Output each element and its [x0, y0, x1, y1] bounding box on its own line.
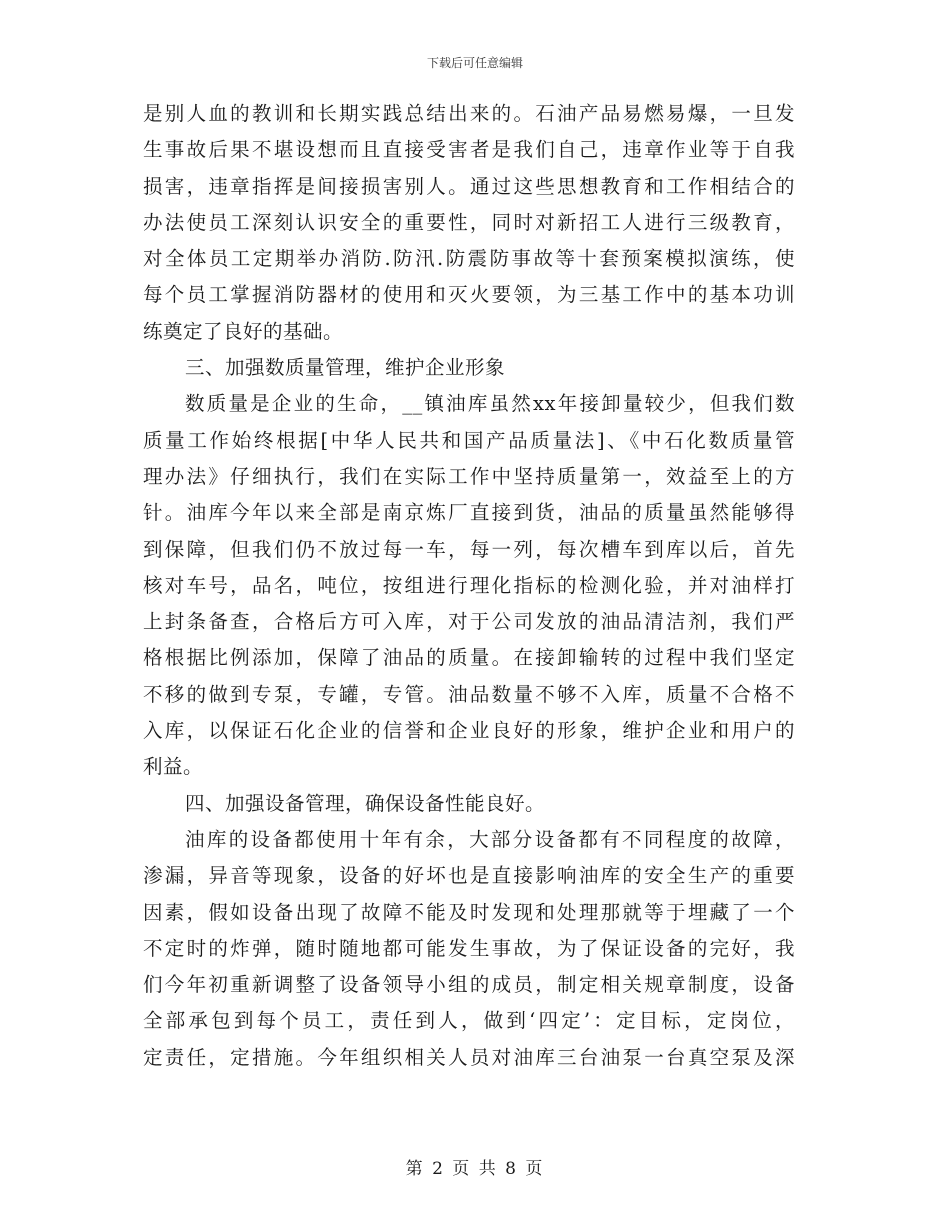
- text-line: 到保障，但我们仍不放过每一车，每一列，每次槽车到库以后，首先: [143, 537, 795, 561]
- text-line: 核对车号，品名，吨位，按组进行理化指标的检测化验，并对油样打: [143, 573, 795, 597]
- text-line: 办法使员工深刻认识安全的重要性，同时对新招工人进行三级教育，: [143, 210, 795, 234]
- text-line: 针。油库今年以来全部是南京炼厂直接到货，油品的质量虽然能够得: [143, 501, 795, 525]
- text-line: 上封条备查，合格后方可入库，对于公司发放的油品清洁剂，我们严: [143, 610, 795, 634]
- text-line: 每个员工掌握消防器材的使用和灭火要领，为三基工作中的基本功训: [143, 283, 795, 307]
- section-heading: 四、加强设备管理，确保设备性能良好。: [185, 791, 546, 815]
- text-line: 理办法》仔细执行，我们在实际工作中坚持质量第一，效益至上的方: [143, 464, 795, 488]
- text-line: 损害，违章指挥是间接损害别人。通过这些思想教育和工作相结合的: [143, 174, 795, 198]
- text-line: 全部承包到每个员工，责任到人，做到‘四定’：定目标，定岗位，: [143, 1009, 795, 1033]
- section-heading: 三、加强数质量管理，维护企业形象: [185, 356, 506, 380]
- text-line: 格根据比例添加，保障了油品的质量。在接卸输转的过程中我们坚定: [143, 646, 795, 670]
- text-line: 不移的做到专泵，专罐，专管。油品数量不够不入库，质量不合格不: [143, 682, 795, 706]
- text-line: 渗漏，异音等现象，设备的好坏也是直接影响油库的安全生产的重要: [143, 864, 795, 888]
- text-line: 们今年初重新调整了设备领导小组的成员，制定相关规章制度，设备: [143, 973, 795, 997]
- text-line: 定责任，定措施。今年组织相关人员对油库三台油泵一台真空泵及深: [143, 1045, 795, 1069]
- text-line: 入库，以保证石化企业的信誉和企业良好的形象，维护企业和用户的: [143, 719, 795, 743]
- text-line: 因素，假如设备出现了故障不能及时发现和处理那就等于埋藏了一个: [143, 900, 795, 924]
- text-line: 利益。: [143, 755, 204, 779]
- text-line: 数质量是企业的生命，__镇油库虽然xx年接卸量较少，但我们数: [185, 392, 795, 416]
- header-note: 下载后可任意编辑: [426, 56, 523, 70]
- document-body: [143, 96, 795, 1076]
- text-line: 质量工作始终根据[中华人民共和国产品质量法]、《中石化数质量管: [143, 428, 795, 452]
- text-line: 油库的设备都使用十年有余，大部分设备都有不同程度的故障，: [185, 827, 795, 851]
- page-footer: 第 2 页 共 8 页: [405, 1159, 545, 1179]
- text-line: 练奠定了良好的基础。: [143, 319, 344, 343]
- text-line: 不定时的炸弹，随时随地都可能发生事故，为了保证设备的完好，我: [143, 936, 795, 960]
- text-line: 是别人血的教训和长期实践总结出来的。石油产品易燃易爆，一旦发: [143, 102, 795, 125]
- text-line: 对全体员工定期举办消防.防汛.防震防事故等十套预案模拟演练，使: [143, 247, 795, 271]
- text-line: 生事故后果不堪设想而且直接受害者是我们自己，违章作业等于自我: [143, 138, 795, 162]
